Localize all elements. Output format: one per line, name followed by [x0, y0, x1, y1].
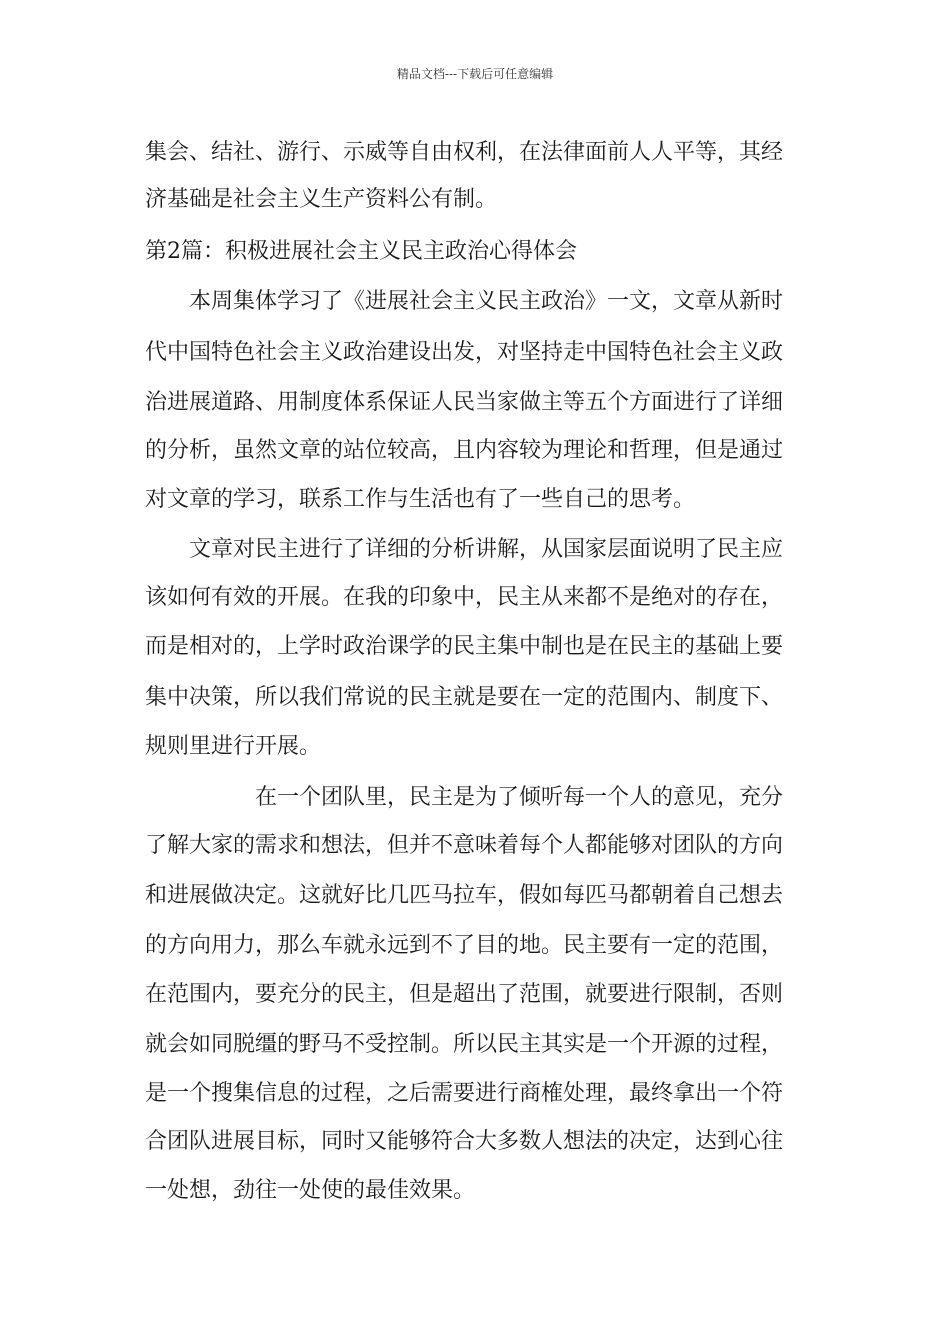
body-line: 就会如同脱缰的野马不受控制。所以民主其实是一个开源的过程，	[145, 1032, 784, 1057]
body-line: 济基础是社会主义生产资料公有制。	[145, 187, 498, 212]
body-line: 集会、结社、游行、示威等自由权利，在法律面前人人平等，其经	[145, 140, 784, 165]
body-line: 文章对民主进行了详细的分析讲解，从国家层面说明了民主应	[145, 537, 784, 562]
body-line: 代中国特色社会主义政治建设出发，对坚持走中国特色社会主义政	[145, 340, 784, 365]
body-line: 的分析，虽然文章的站位较高，且内容较为理论和哲理，但是通过	[145, 438, 784, 463]
body-line: 对文章的学习，联系工作与生活也有了一些自己的思考。	[145, 487, 696, 512]
body-line: 在一个团队里，民主是为了倾听每一个人的意见，充分	[145, 785, 784, 810]
body-line: 是一个搜集信息的过程，之后需要进行商榷处理，最终拿出一个符	[145, 1081, 784, 1106]
body-line: 的方向用力，那么车就永远到不了目的地。民主要有一定的范围，	[145, 933, 784, 958]
section-heading: 第2篇：积极进展社会主义民主政治心得体会	[145, 239, 577, 264]
body-line: 了解大家的需求和想法，但并不意味着每个人都能够对团队的方向	[145, 833, 784, 858]
body-line: 治进展道路、用制度体系保证人民当家做主等五个方面进行了详细	[145, 390, 784, 415]
body-line: 一处想，劲往一处使的最佳效果。	[145, 1178, 476, 1203]
body-line: 本周集体学习了《进展社会主义民主政治》一文，文章从新时	[145, 289, 784, 314]
body-line: 而是相对的，上学时政治课学的民主集中制也是在民主的基础上要	[145, 634, 784, 659]
body-line: 和进展做决定。这就好比几匹马拉车，假如每匹马都朝着自己想去	[145, 883, 784, 908]
body-line: 规则里进行开展。	[145, 734, 322, 759]
page-header: 精品文档---下载后可任意编辑	[396, 67, 554, 81]
body-line: 该如何有效的开展。在我的印象中，民主从来都不是绝对的存在，	[145, 585, 784, 610]
body-line: 集中决策，所以我们常说的民主就是要在一定的范围内、制度下、	[145, 685, 784, 710]
body-line: 合团队进展目标，同时又能够符合大多数人想法的决定，达到心往	[145, 1129, 784, 1154]
body-line: 在范围内，要充分的民主，但是超出了范围，就要进行限制，否则	[145, 982, 784, 1007]
